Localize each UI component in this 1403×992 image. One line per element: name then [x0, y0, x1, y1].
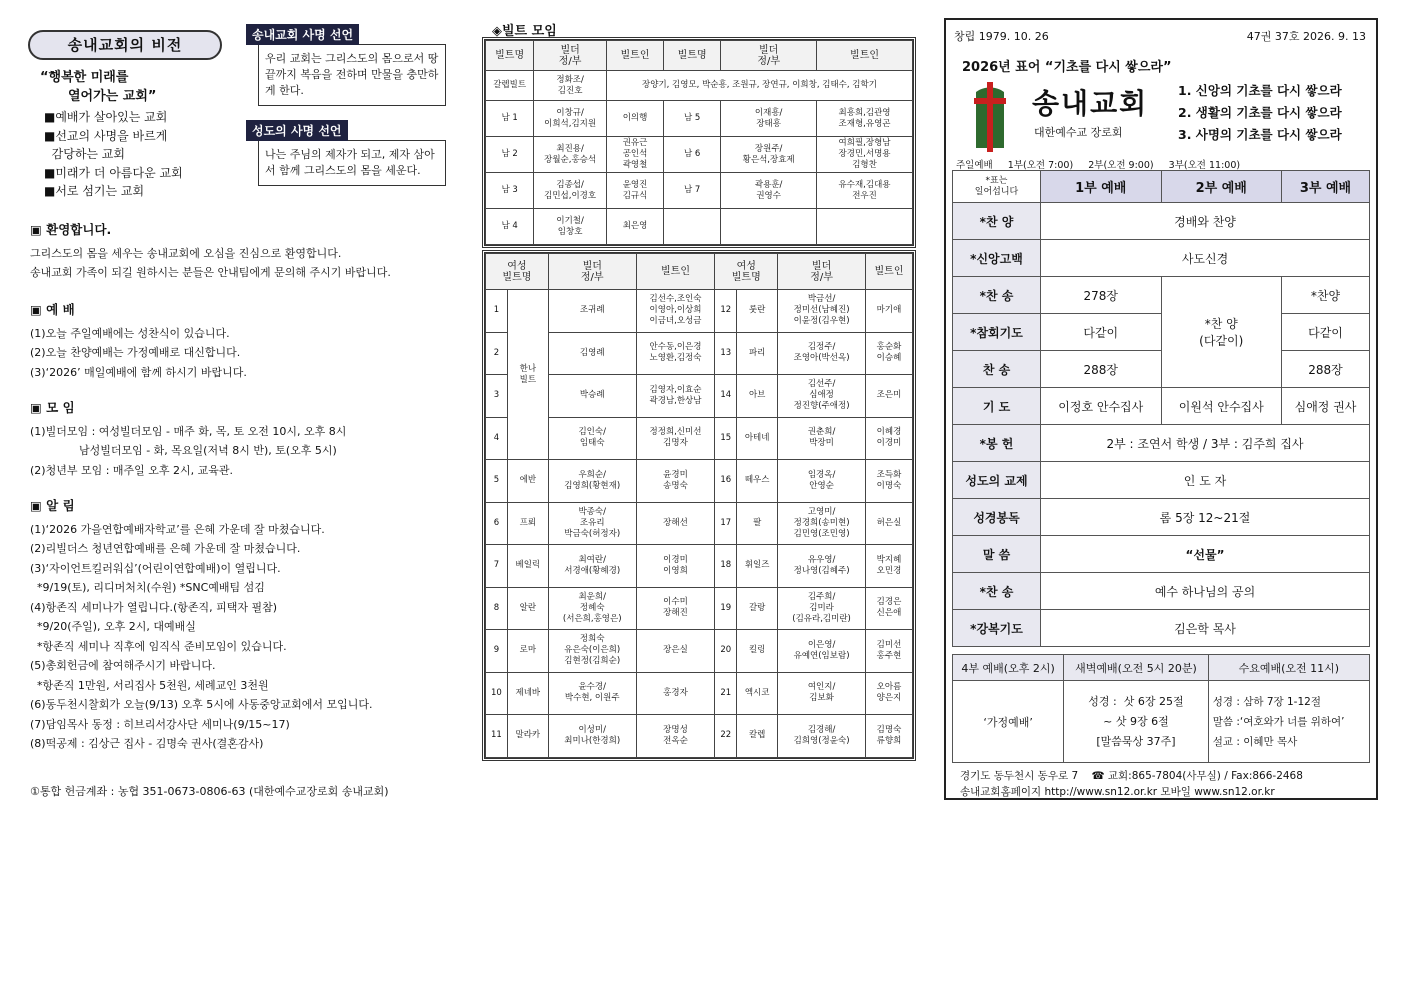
- women-built-leader: 이은영/ 유예연(임보람): [778, 630, 866, 673]
- wednesday-service-line: 설교 : 이혜만 목사: [1212, 735, 1298, 748]
- vision-item: 감당하는 교회: [44, 147, 125, 161]
- vision-item: ■서로 섬기는 교회: [44, 184, 145, 198]
- women-built-members: 오아름 양은지: [866, 672, 913, 715]
- hymn3-value: 예수 하나님의 공의: [1041, 573, 1370, 610]
- women-built-members: 김경은 신은애: [866, 587, 913, 630]
- men-built-table: [482, 37, 916, 248]
- women-built-name: 로마: [507, 630, 548, 673]
- women-built-leader: 박금선/ 정미선(남혜진) 이윤정(김우현): [778, 290, 866, 333]
- goal-item: 2. 생활의 기초를 다시 쌓으라: [1178, 105, 1342, 120]
- service-3-header: 3부 예배: [1282, 171, 1370, 203]
- church-mission-body: 우리 교회는 그리스도의 몸으로서 땅끝까지 복음을 전하며 만물을 충만하게 한다.: [258, 44, 446, 106]
- meeting-line: (2)청년부 모임 : 매주일 오후 2시, 교육관.: [30, 463, 234, 477]
- men-built-name: 남 2: [486, 137, 534, 173]
- service-2-header: 2부 예배: [1161, 171, 1282, 203]
- women-built-members: 장은실: [636, 630, 715, 673]
- notice-line: (4)항존직 세미나가 열립니다.(항존직, 피택자 필참): [30, 600, 278, 614]
- notice-line: *9/20(주일), 오후 2시, 대예배실: [30, 620, 196, 633]
- women-built-name: 파리: [737, 332, 778, 375]
- men-built-name: 남 3: [486, 173, 534, 209]
- yearly-motto: 2026년 표어 “기초를 다시 쌓으라”: [962, 60, 1172, 75]
- women-built-members: 홍경자: [636, 672, 715, 715]
- vision-slogan: [40, 68, 156, 106]
- men-built-leader: 장원주/ 황은석,장효제: [721, 137, 817, 173]
- notice-line: *9/19(토), 리디머처치(수원) *SNC예배팀 섬김: [30, 581, 265, 594]
- men-built-name: 남 4: [486, 209, 534, 245]
- women-built-number: 2: [486, 332, 508, 375]
- women-table-header: 여성 빌트명: [486, 254, 549, 290]
- vision-item: ■선교의 사명을 바르게: [44, 128, 168, 143]
- creed-label: *신앙고백: [953, 240, 1041, 277]
- reading-label: 성경봉독: [953, 499, 1041, 536]
- women-built-name: 아브: [737, 375, 778, 418]
- worship-line: (1)오늘 주일예배에는 성찬식이 있습니다.: [30, 326, 230, 340]
- repent-service1: 다같이: [1041, 314, 1162, 351]
- hymn1-service1: 278장: [1041, 277, 1162, 314]
- women-built-members: 윤경미 송명숙: [636, 460, 715, 503]
- women-built-members: 장해선: [636, 502, 715, 545]
- women-built-members: 이혜경 이경미: [866, 417, 913, 460]
- church-mission-box: [246, 24, 446, 106]
- women-built-name: 말라카: [507, 715, 548, 758]
- founded-date: 창립 1979. 10. 26: [954, 30, 1049, 43]
- meeting-line: 남성빌더모임 - 화, 목요일(저녁 8시 반), 토(오후 5시): [30, 444, 337, 457]
- men-built-leader: 곽용훈/ 권영수: [721, 173, 817, 209]
- women-built-members: 마기애: [866, 290, 913, 333]
- women-built-members: 정정희,신미선 김명자: [636, 417, 715, 460]
- women-built-members: 허은실: [866, 502, 913, 545]
- offering-label: *봉 헌: [953, 425, 1041, 462]
- meeting-section: [30, 398, 450, 480]
- women-built-members: 이경미 이영희: [636, 545, 715, 588]
- men-table-header: 빌트인: [817, 41, 913, 71]
- vision-list: [44, 108, 183, 201]
- church-address: 경기도 동두천시 동우로 7 ☎ 교회:865-7804(사무실) / Fax:866-2468: [960, 770, 1303, 782]
- women-table-header: 빌더 정/부: [778, 254, 866, 290]
- saint-mission-box: [246, 120, 446, 186]
- notice-line: (2)리빌더스 청년연합예배를 은혜 가운데 잘 마쳤습니다.: [30, 542, 301, 555]
- women-built-members: 조은미: [866, 375, 913, 418]
- women-built-number: 16: [715, 460, 737, 503]
- men-built-leader: 이창규/ 이희석,김지원: [534, 101, 607, 137]
- women-built-leader: 윤수경/ 박수현, 이원주: [548, 672, 636, 715]
- repent-service3: 다같이: [1282, 314, 1370, 351]
- other-services-table: [952, 654, 1370, 763]
- men-table-header: 빌트명: [664, 41, 721, 71]
- women-built-leader: 최여란/ 서경애(황혜경): [548, 545, 636, 588]
- prayer-service2: 이원석 안수집사: [1161, 388, 1282, 425]
- wednesday-service-body: [1208, 681, 1369, 763]
- women-built-leader: 정희숙 유은숙(이은희) 김현정(김희순): [548, 630, 636, 673]
- notice-line: (7)담임목사 동정 : 히브리서강사단 세미나(9/15~17): [30, 717, 290, 731]
- notice-line: (8)떡공제 : 김상근 집사 - 김명숙 권사(결혼감사): [30, 737, 264, 750]
- fellowship-label: 성도의 교제: [953, 462, 1041, 499]
- worship-section: [30, 300, 450, 382]
- built-meeting-title: ◈빌트 모임: [492, 24, 557, 39]
- women-built-name: 떼우스: [737, 460, 778, 503]
- women-built-members: 김선수,조인숙 이영아,이상희 이금녀,오성금: [636, 290, 715, 333]
- women-built-name: 에반: [507, 460, 548, 503]
- men-table-header: 빌더 정/부: [534, 41, 607, 71]
- women-built-leader: 김정주/ 조영아(박선옥): [778, 332, 866, 375]
- men-built-members: 최흥희,김관영 조재형,유영곤: [817, 101, 913, 137]
- women-table-header: 빌더 정/부: [548, 254, 636, 290]
- women-built-name: 프뢰: [507, 502, 548, 545]
- hymn1-service2: *찬 양 (다같이): [1161, 277, 1282, 388]
- offering-value: 2부 : 조연서 학생 / 3부 : 김주희 집사: [1041, 425, 1370, 462]
- women-built-name: 엑시코: [737, 672, 778, 715]
- stand-note: *표는 일어섭니다: [953, 171, 1041, 203]
- women-built-number: 19: [715, 587, 737, 630]
- women-built-name: 팔: [737, 502, 778, 545]
- women-built-members: 김미선 홍주현: [866, 630, 913, 673]
- hymn2-label: 찬 송: [953, 351, 1041, 388]
- men-built-members: 최은영: [606, 209, 663, 245]
- women-built-name: 알란: [507, 587, 548, 630]
- saint-mission-body: 나는 주님의 제자가 되고, 제자 삼아서 함께 그리스도의 몸을 세운다.: [258, 140, 446, 186]
- notice-line: (5)총회헌금에 참여해주시기 바랍니다.: [30, 659, 216, 672]
- men-table-header: 빌더 정/부: [721, 41, 817, 71]
- wednesday-service-header: 수요예배(오전 11시): [1208, 655, 1369, 681]
- men-built-leader: [721, 209, 817, 245]
- women-built-number: 10: [486, 672, 508, 715]
- men-built-leader: 이기철/ 임창호: [534, 209, 607, 245]
- men-built-leader: 최진용/ 장월순,홍승석: [534, 137, 607, 173]
- women-built-number: 1: [486, 290, 508, 333]
- dawn-service-line: 성경 : 삿 6장 25절: [1088, 694, 1184, 708]
- women-built-members: 조득화 이명숙: [866, 460, 913, 503]
- women-built-leader: 우희순/ 김영희(황현재): [548, 460, 636, 503]
- men-built-members: 윤영진 김규식: [606, 173, 663, 209]
- women-built-leader: 여인지/ 김보화: [778, 672, 866, 715]
- women-built-number: 12: [715, 290, 737, 333]
- women-built-name: 룻란: [737, 290, 778, 333]
- goal-item: 1. 신앙의 기초를 다시 쌓으라: [1178, 83, 1342, 98]
- women-built-leader: 임경옥/ 안영순: [778, 460, 866, 503]
- women-built-number: 5: [486, 460, 508, 503]
- dawn-service-line: [말씀묵상 37주]: [1096, 734, 1176, 748]
- service-4-body: ‘가정예배’: [953, 681, 1064, 763]
- women-built-name: 베일릭: [507, 545, 548, 588]
- offering-account: ①통합 헌금계좌 : 농협 351-0673-0806-63 (대한예수교장로회 송내교회): [30, 785, 389, 798]
- saint-mission-title: 성도의 사명 선언: [246, 120, 348, 141]
- slogan-line-1: “행복한 미래를: [40, 70, 129, 85]
- women-built-leader: 최운희/ 정혜숙 (서은희,홍영은): [548, 587, 636, 630]
- men-table-header: 빌트인: [606, 41, 663, 71]
- welcome-line: 송내교회 가족이 되길 원하시는 분들은 안내팀에게 문의해 주시기 바랍니다.: [30, 266, 391, 279]
- women-built-leader: 김선주/ 심애정 정진향(주애정): [778, 375, 866, 418]
- women-built-leader: 김주희/ 김미라 (김유라,김미란): [778, 587, 866, 630]
- men-built-name: 남 6: [664, 137, 721, 173]
- women-built-number: 22: [715, 715, 737, 758]
- issue-info: 47권 37호 2026. 9. 13: [1246, 30, 1366, 43]
- vision-title: 송내교회의 비전: [28, 30, 222, 60]
- dawn-service-body: [1064, 681, 1209, 763]
- women-built-members: 홍순화 이승혜: [866, 332, 913, 375]
- hymn2-service1: 288장: [1041, 351, 1162, 388]
- sermon-label: 말 씀: [953, 536, 1041, 573]
- men-built-name: [664, 209, 721, 245]
- women-built-leader: 이성미/ 최미나(한경희): [548, 715, 636, 758]
- men-table-header: 빌트명: [486, 41, 534, 71]
- women-built-members: 이수미 장해진: [636, 587, 715, 630]
- women-built-leader: 박승례: [548, 375, 636, 418]
- service-1-header: 1부 예배: [1041, 171, 1162, 203]
- men-built-members: 이의행: [606, 101, 663, 137]
- women-built-leader: 김경해/ 김희영(정윤숙): [778, 715, 866, 758]
- hanna-built-name: 한나 빌트: [507, 290, 548, 460]
- benediction-value: 김은학 목사: [1041, 610, 1370, 647]
- women-built-number: 6: [486, 502, 508, 545]
- men-built-members: [817, 209, 913, 245]
- men-built-members: 유수재,김대용 전우진: [817, 173, 913, 209]
- women-built-number: 18: [715, 545, 737, 588]
- notice-line: (1)‘2026 가을연합예배자학교’를 은혜 가운데 잘 마쳤습니다.: [30, 522, 325, 536]
- caleb-built-leader: 정화조/ 김진호: [534, 71, 607, 101]
- women-built-table: [482, 250, 916, 761]
- men-built-leader: 이재흥/ 장태흥: [721, 101, 817, 137]
- hymn1-label: *찬 송: [953, 277, 1041, 314]
- men-built-members: 여희필,장형남 장경민,서명용 김형찬: [817, 137, 913, 173]
- church-name: 송내교회: [1032, 87, 1149, 120]
- benediction-label: *강복기도: [953, 610, 1041, 647]
- women-built-number: 17: [715, 502, 737, 545]
- notice-line: *항존직 1만원, 서리집사 5천원, 세례교인 3천원: [30, 678, 269, 692]
- women-built-name: 칼렙: [737, 715, 778, 758]
- women-built-number: 4: [486, 417, 508, 460]
- women-built-number: 11: [486, 715, 508, 758]
- fellowship-value: 인 도 자: [1041, 462, 1370, 499]
- slogan-line-2: 열어가는 교회”: [68, 89, 157, 104]
- men-built-name: 남 7: [664, 173, 721, 209]
- yearly-goals: [1178, 80, 1342, 146]
- church-cross-logo-icon: [970, 82, 1010, 152]
- women-built-number: 8: [486, 587, 508, 630]
- worship-title: ▣ 예 배: [30, 302, 75, 317]
- caleb-built-name: 갈렙빌트: [486, 71, 534, 101]
- notice-section: [30, 496, 450, 754]
- women-built-leader: 김인숙/ 임태숙: [548, 417, 636, 460]
- men-built-name: 남 1: [486, 101, 534, 137]
- women-built-number: 3: [486, 375, 508, 418]
- praise-label: *찬 양: [953, 203, 1041, 240]
- prayer-label: 기 도: [953, 388, 1041, 425]
- women-built-number: 20: [715, 630, 737, 673]
- women-built-number: 14: [715, 375, 737, 418]
- women-built-members: 안수동,이은경 노영환,김정숙: [636, 332, 715, 375]
- women-built-leader: 고영미/ 정경희(송미현) 김민영(조민영): [778, 502, 866, 545]
- welcome-line: 그리스도의 몸을 세우는 송내교회에 오심을 진심으로 환영합니다.: [30, 246, 342, 260]
- women-built-number: 7: [486, 545, 508, 588]
- notice-line: (6)동두천시찰회가 오늘(9/13) 오후 5시에 사동중앙교회에서 모입니다.: [30, 698, 373, 711]
- meeting-line: (1)빌더모임 : 여성빌더모임 - 매주 화, 목, 토 오전 10시, 오후 8시: [30, 424, 347, 438]
- church-mission-title: 송내교회 사명 선언: [246, 24, 359, 45]
- hymn2-service3: 288장: [1282, 351, 1370, 388]
- welcome-section: [30, 220, 450, 283]
- notice-title: ▣ 알 림: [30, 498, 75, 513]
- women-built-name: 휘일즈: [737, 545, 778, 588]
- women-built-number: 9: [486, 630, 508, 673]
- service-times: 주일예배 1부(오전 7:00) 2부(오전 9:00) 3부(오전 11:00): [956, 160, 1241, 171]
- vision-item: ■미래가 더 아름다운 교회: [44, 165, 183, 180]
- notice-line: (3)‘자이언트킬러워십’(어린이연합예배)이 열립니다.: [30, 561, 281, 575]
- praise-value: 경배와 찬양: [1041, 203, 1370, 240]
- hymn3-label: *찬 송: [953, 573, 1041, 610]
- women-built-name: 아테네: [737, 417, 778, 460]
- welcome-lines: [30, 244, 450, 283]
- bulletin-front-panel: [944, 18, 1378, 800]
- worship-line: (3)‘2026’ 매일예배에 함께 하시기 바랍니다.: [30, 365, 247, 379]
- women-built-leader: 조귀례: [548, 290, 636, 333]
- creed-value: 사도신경: [1041, 240, 1370, 277]
- hymn1-service3: *찬양: [1282, 277, 1370, 314]
- goal-item: 3. 사명의 기초를 다시 쌓으라: [1178, 127, 1342, 142]
- prayer-service1: 이정호 안수집사: [1041, 388, 1162, 425]
- women-built-leader: 유우영/ 정나영(김혜주): [778, 545, 866, 588]
- women-built-members: 김영자,이효순 곽경남,한상남: [636, 375, 715, 418]
- women-built-members: 김명숙 류향희: [866, 715, 913, 758]
- reading-value: 롬 5장 12~21절: [1041, 499, 1370, 536]
- women-built-name: 킬링: [737, 630, 778, 673]
- notice-lines: [30, 520, 450, 754]
- men-built-members: 권유근 공인석 곽영철: [606, 137, 663, 173]
- caleb-built-members: 장양기, 김영모, 박순흥, 조원규, 장연규, 이희창, 김태수, 김학기: [606, 71, 912, 101]
- women-table-header: 빌트인: [636, 254, 715, 290]
- wednesday-service-line: 성경 : 삼하 7장 1-12절: [1212, 695, 1321, 708]
- women-built-leader: 권춘희/ 박장미: [778, 417, 866, 460]
- women-table-header: 빌트인: [866, 254, 913, 290]
- repent-label: *참회기도: [953, 314, 1041, 351]
- church-homepage[interactable]: 송내교회홈페이지 http://www.sn12.or.kr 모바일 www.sn12.or.kr: [960, 786, 1275, 798]
- women-table-header: 여성 빌트명: [715, 254, 778, 290]
- dawn-service-header: 새벽예배(오전 5시 20분): [1064, 655, 1209, 681]
- meeting-title: ▣ 모 임: [30, 400, 75, 415]
- welcome-title: ▣ 환영합니다.: [30, 222, 112, 237]
- notice-line: *항존직 세미나 직후에 임직식 준비모임이 있습니다.: [30, 639, 287, 653]
- women-built-number: 15: [715, 417, 737, 460]
- women-built-name: 제네바: [507, 672, 548, 715]
- women-built-leader: 김영례: [548, 332, 636, 375]
- women-built-name: 갈랑: [737, 587, 778, 630]
- worship-line: (2)오늘 찬양예배는 가정예배로 대신합니다.: [30, 346, 241, 359]
- sermon-value: “선물”: [1041, 536, 1370, 573]
- prayer-service3: 심애정 권사: [1282, 388, 1370, 425]
- vision-item: ■예배가 살아있는 교회: [44, 110, 168, 124]
- service-order-table: [952, 170, 1370, 647]
- denomination: 대한예수교 장로회: [1034, 126, 1123, 139]
- women-built-number: 13: [715, 332, 737, 375]
- wednesday-service-line: 말씀 :‘여호와가 너를 위하여’: [1212, 715, 1345, 728]
- meeting-lines: [30, 422, 450, 481]
- service-4-header: 4부 예배(오후 2시): [953, 655, 1064, 681]
- women-built-number: 21: [715, 672, 737, 715]
- men-built-leader: 김종섭/ 김민섭,이경호: [534, 173, 607, 209]
- women-built-members: 장명성 전옥순: [636, 715, 715, 758]
- women-built-leader: 박종숙/ 조유리 박금숙(허정자): [548, 502, 636, 545]
- women-built-members: 박지혜 오민경: [866, 545, 913, 588]
- worship-lines: [30, 324, 450, 383]
- dawn-service-line: ~ 삿 9장 6절: [1103, 714, 1169, 728]
- men-built-name: 남 5: [664, 101, 721, 137]
